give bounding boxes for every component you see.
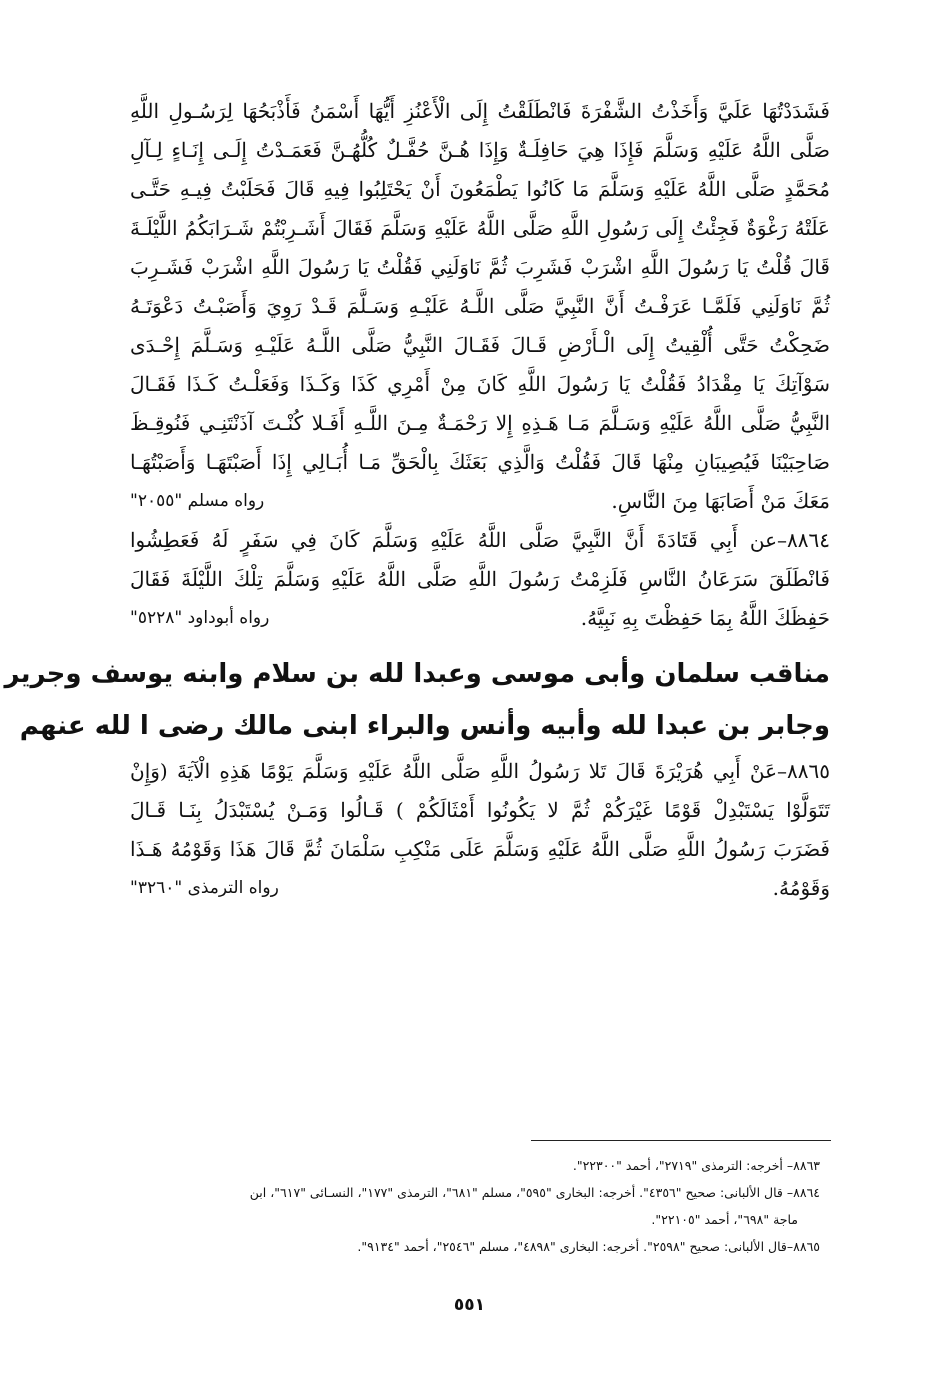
hadith-8864-line: ٨٨٦٤–عن أَبِي قَتَادَةَ أَنَّ النَّبِيَّ صَلَّى اللَّهُ عَلَيْهِ وَسَلَّمَ كَانَ فِي سَفَرٍ لَهُ فَعَطِشُوا <box>130 528 830 552</box>
hadith-8865-line: تَتَوَلَّوْا يَسْتَبْدِلْ قَوْمًا غَيْرَكُمْ ثُمَّ لا يَكُونُوا أَمْثَالَكُمْ ) قَـالُوا وَمَـنْ يُسْتَبْدَلُ بِنَـا قَـالَ <box>130 798 830 822</box>
footnote-continuation: ماجة "٦٩٨"، أحمد "٢٢١٠٥". <box>651 1212 798 1227</box>
hadith-8864-end-text: حَفِظَكَ اللَّهُ بِمَا حَفِظْتَ بِهِ نَبِيَّهُ. <box>580 606 830 630</box>
footnote-8864 <box>120 1179 820 1233</box>
hadith-8863-end-line <box>130 482 830 521</box>
hadith-8865-end-line <box>130 869 830 908</box>
footnote-text: ٨٨٦٤– قال الألبانى: صحيح "٤٣٥٦". أخرجه: البخارى "٥٩٥"، مسلم "٦٨١"، الترمذى "١٧٧"، النسـائى "٦١٧"، ابن <box>249 1185 820 1200</box>
page-number: ٥٥١ <box>453 1295 486 1315</box>
main-text <box>4 92 830 908</box>
footnote-text: ٨٨٦٣– أخرجه: الترمذى "٢٧١٩"، أحمد "٢٢٣٠٠". <box>572 1158 820 1173</box>
hadith-8864-line: فَانْطَلَقَ سَرَعَانُ النَّاسِ فَلَزِمْتُ رَسُولَ اللَّهِ صَلَّى اللَّهُ عَلَيْهِ وَسَلَّمَ تِلْكَ اللَّيْلَةَ فَقَالَ <box>130 567 830 591</box>
footnote-divider <box>531 1140 831 1141</box>
hadith-8864-source: رواه أبوداود "٥٢٢٨" <box>130 608 270 628</box>
text-line: فَشَدَدْتُهَا عَلَيَّ وَأَخَذْتُ الشَّفْرَةَ فَانْطَلَقْتُ إِلَى الْأَعْنُزِ أَيُّهَا أَسْمَنُ فَأَذْبَحُهَا لِرَسُـولِ اللَّهِ <box>130 99 830 123</box>
hadith-8865-line: ٨٨٦٥–عَنْ أَبِي هُرَيْرَةَ قَالَ تَلا رَسُولُ اللَّهِ صَلَّى اللَّهُ عَلَيْهِ وَسَلَّمَ يَوْمًا هَذِهِ الْآيَةَ (وَإِنْ <box>130 759 830 783</box>
hadith-8863-source: رواه مسلم "٢٠٥٥" <box>130 491 265 511</box>
text-line: سَوْآتِكَ يَا مِقْدَادُ فَقُلْتُ يَا رَسُولَ اللَّهِ كَانَ مِنْ أَمْرِي كَذَا وَكَـذَا وَفَعَلْـتُ كَـذَا فَقَـالَ <box>130 372 830 396</box>
footnote-8863 <box>120 1152 820 1179</box>
text-line: مُحَمَّدٍ صَلَّى اللَّهُ عَلَيْهِ وَسَلَّمَ مَا كَانُوا يَطْمَعُونَ أَنْ يَحْتَلِبُوا فِيهِ قَالَ فَحَلَبْتُ فِيـهِ حَتَّـى <box>130 177 830 201</box>
footnote-8865 <box>120 1233 820 1260</box>
section-heading-line-1: مناقب سلمان وأبى موسى وعبدا لله بن سلام وابنه يوسف وجرير <box>4 659 830 689</box>
text-line: ثُمَّ نَاوَلَنِي فَلَمَّـا عَرَفْـتُ أَنَّ النَّبِيَّ صَلَّى اللَّـهُ عَلَيْـهِ وَسَـلَّمَ قَـدْ رَوِيَ وَأَصَبْـتُ دَعْوَتَـهُ <box>130 294 830 318</box>
section-heading-line-2: وجابر بن عبدا لله وأبيه وأنس والبراء ابنى مالك رضى ا لله عنهم <box>19 711 830 741</box>
text-line: صَلَّى اللَّهُ عَلَيْهِ وَسَلَّمَ فَإِذَا هِيَ حَافِلَـةٌ وَإِذَا هُـنَّ حُفَّـلٌ كُلُّهُـنَّ فَعَمَـدْتُ إِلَـى إِنَـاءٍ لِـآلِ <box>130 138 830 162</box>
footnote-text: ٨٨٦٥–قال الألبانى: صحيح "٢٥٩٨". أخرجه: البخارى "٤٨٩٨"، مسلم "٢٥٤٦"، أحمد "٩١٣٤". <box>357 1239 820 1254</box>
hadith-8863-end-text: مَعَكَ مَنْ أَصَابَهَا مِنَ النَّاسِ. <box>611 489 830 513</box>
text-line: صَاحِبَيْنَا فَيُصِيبَانِ مِنْهَا قَالَ فَقُلْتُ وَالَّذِي بَعَثَكَ بِالْحَقِّ مَـا أُبَـالِي إِذَا أَصَبْتَهَـا وَأَصَبْتُهَـا <box>130 450 830 474</box>
text-line: عَلَتْهُ رَغْوَةٌ فَجِئْتُ إِلَى رَسُولِ اللَّهِ صَلَّى اللَّهُ عَلَيْهِ وَسَلَّمَ فَقَالَ أَشَـرِبْتُمْ شَـرَابَكُمُ اللَّيْلَـةَ <box>130 216 830 240</box>
hadith-8865-source: رواه الترمذى "٣٢٦٠" <box>130 878 279 898</box>
hadith-8865-line: فَضَرَبَ رَسُولُ اللَّهِ صَلَّى اللَّهُ عَلَيْهِ وَسَلَّمَ عَلَى مَنْكِبِ سَلْمَانَ ثُمَّ قَالَ هَذَا وَقَوْمُهُ هَـذَا <box>130 837 830 861</box>
hadith-8864-end-line <box>130 599 830 638</box>
text-line: ضَحِكْتُ حَتَّى أُلْقِيتُ إِلَى الْـأَرْضِ قَـالَ فَقَـالَ النَّبِيُّ صَلَّى اللَّـهُ عَلَيْـهِ وَسَـلَّمَ إِحْـدَى <box>130 333 830 357</box>
footnotes <box>120 1152 820 1260</box>
hadith-8865-end-text: وَقَوْمُهُ. <box>772 876 830 900</box>
text-line: النَّبِيُّ صَلَّى اللَّهُ عَلَيْهِ وَسَـلَّمَ مَـا هَـذِهِ إِلا رَحْمَـةٌ مِـنَ اللَّـهِ أَفَـلا كُنْـتَ آذَنْتَنِـي فَنُوقِـظَ <box>130 411 830 435</box>
text-line: قَالَ قُلْتُ يَا رَسُولَ اللَّهِ اشْرَبْ فَشَرِبَ ثُمَّ نَاوَلَنِي فَقُلْتُ يَا رَسُولَ اللَّهِ اشْرَبْ فَشَـرِبَ <box>130 255 830 279</box>
